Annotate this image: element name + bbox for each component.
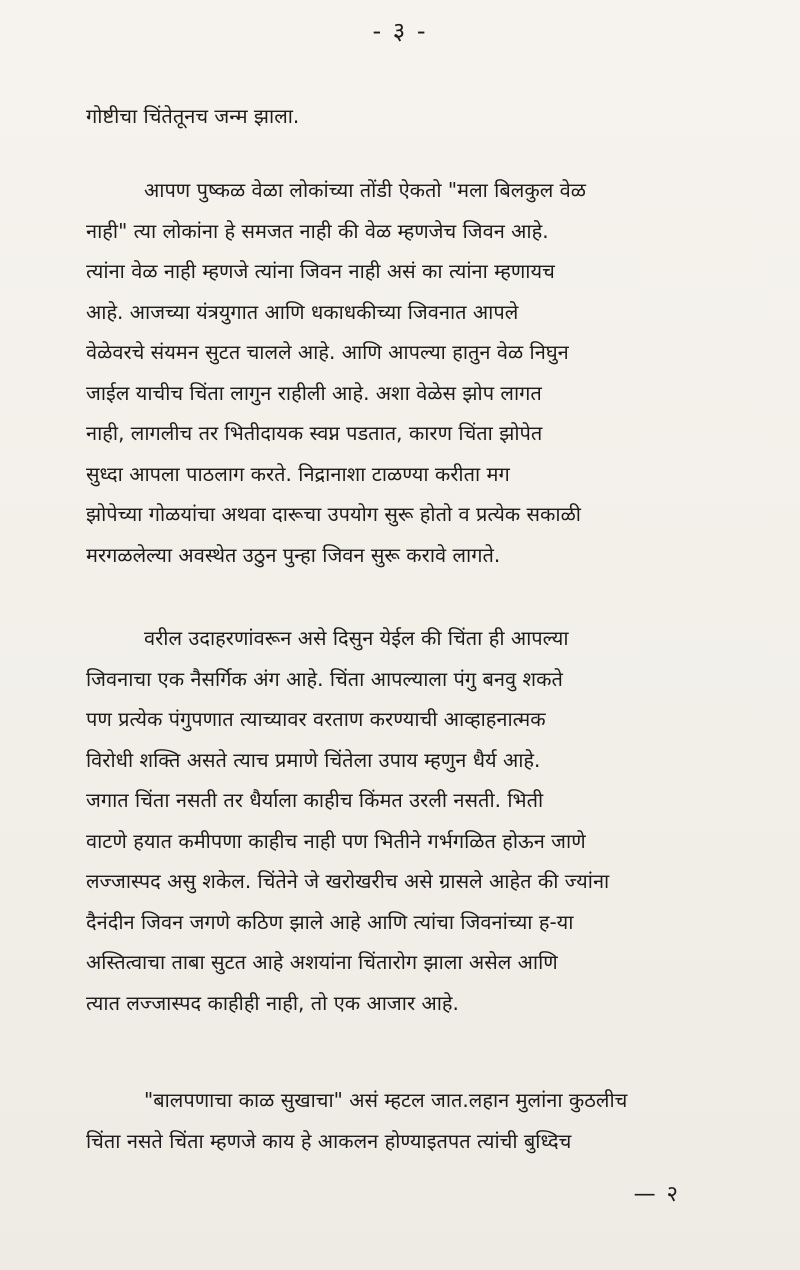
paragraph-2 [86, 170, 766, 575]
text-line: त्यांना वेळ नाही म्हणजे त्यांना जिवन नाही असं का त्यांना म्हणायच [86, 259, 555, 283]
text-line: विरोधी शक्ति असते त्याच प्रमाणे चिंतेला उपाय म्हणुन धैर्य आहे. [86, 747, 541, 772]
text-line: गोष्टीचा चिंतेतूनच जन्म झाला. [86, 104, 300, 128]
paragraph-1 [86, 96, 766, 137]
text-line: मरगळलेल्या अवस्थेत उठुन पुन्हा जिवन सुरू करावे लागते. [86, 542, 501, 567]
text-line: चिंता नसते चिंता म्हणजे काय हे आकलन होण्याइतपत त्यांची बुध्दिच [86, 1128, 572, 1153]
page-number: - ३ - [372, 17, 428, 45]
text-line: नाही, लागलीच तर भितीदायक स्वप्न पडतात, कारण चिंता झोपेत [86, 421, 543, 445]
text-line: अस्तित्वाचा ताबा सुटत आहे अशयांना चिंतारोग झाला असेल आणि [86, 950, 558, 974]
text-line: वरील उदाहरणांवरून असे दिसुन येईल की चिंता ही आपल्या [144, 626, 569, 650]
text-line: "बालपणाचा काळ सुखाचा" असं म्हटल जात.लहान मुलांना कुठलीच [144, 1088, 628, 1112]
text-line: त्यात लज्जास्पद काहीही नाही, तो एक आजार आहे. [86, 990, 459, 1015]
text-line: झोपेच्या गोळयांचा अथवा दारूचा उपयोग सुरू होतो व प्रत्येक सकाळी [86, 502, 581, 526]
text-line: नाही" त्या लोकांना हे समजत नाही की वेळ म्हणजेच जिवन आहे. [86, 218, 549, 243]
text-line: वेळेवरचे संयमन सुटत चालले आहे. आणि आपल्या हातुन वेळ निघुन [86, 340, 569, 364]
text-line: सुध्दा आपला पाठलाग करते. निद्रानाशा टाळण्या करीता मग [86, 461, 510, 486]
paragraph-4 [86, 1080, 766, 1161]
text-line: जगात चिंता नसती तर धैर्याला काहीच किंमत उरली नसती. भिती [86, 788, 544, 812]
text-line: वाटणे हयात कमीपणा काहीच नाही पण भितीने गर्भगळित होऊन जाणे [86, 828, 586, 853]
text-line: लज्जास्पद असु शकेल. चिंतेने जे खरोखरीच असे ग्रासले आहेत की ज्यांना [86, 869, 610, 893]
text-line: जिवनाचा एक नैसर्गिक अंग आहे. चिंता आपल्याला पंगु बनवु शकते [86, 666, 563, 691]
paragraph-3 [86, 618, 766, 1023]
text-line: आहे. आजच्या यंत्रयुगात आणि धकाधकीच्या जिवनात आपले [86, 299, 519, 324]
text-line: आपण पुष्कळ वेळा लोकांच्या तोंडी ऐकतो "मला बिलकुल वेळ [144, 178, 586, 202]
text-line: दैनंदीन जिवन जगणे कठिण झाले आहे आणि त्यांचा जिवनांच्या ह-या [86, 909, 574, 934]
text-line: पण प्रत्येक पंगुपणात त्याच्यावर वरताण करण्याची आव्हाहनात्मक [86, 707, 546, 731]
footer-catchword: — २ [633, 1182, 680, 1207]
text-line: जाईल याचीच चिंता लागुन राहीली आहे. अशा वेळेस झोप लागत [86, 380, 542, 405]
